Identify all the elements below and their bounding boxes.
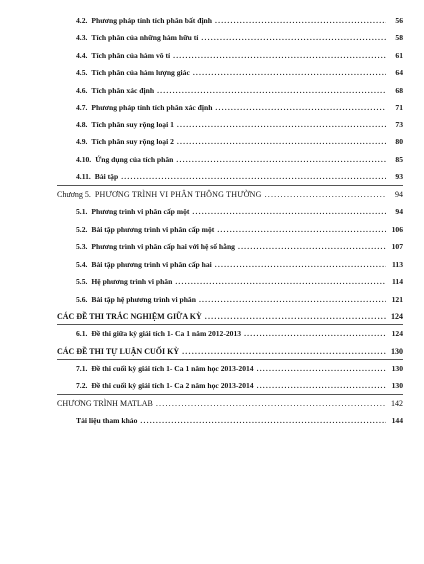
toc-entry-title: Đề thi cuối kỳ giải tích 1- Ca 1 năm học 2013-2014 (91, 364, 254, 373)
divider-line (57, 324, 403, 325)
toc-entry-title: Phương trình vi phân cấp hai với hệ số hằng (91, 242, 235, 251)
toc-entry-page: 114 (392, 277, 403, 286)
toc-entry-page: 144 (391, 416, 403, 425)
toc-entry-5-2[interactable] (76, 225, 403, 235)
toc-leader-dots (140, 416, 386, 426)
toc-entry-4-2[interactable] (76, 16, 403, 26)
toc-entry-4-5[interactable] (76, 68, 403, 78)
toc-entry-title: Bài tập hệ phương trình vi phân (91, 295, 196, 304)
toc-entry-title: Phương trình vi phân cấp một (91, 207, 190, 216)
toc-leader-dots (156, 399, 386, 409)
toc-entry-title: Tích phân xác định (91, 86, 155, 95)
toc-entry-page: 71 (395, 103, 403, 112)
toc-entry-4-9[interactable] (76, 137, 403, 147)
toc-entry-number: 4.9. (76, 137, 88, 146)
toc-chapter-number: Chương 5. (57, 190, 91, 199)
toc-entry-number: 5.5. (76, 277, 88, 286)
toc-entry-page: 64 (395, 68, 403, 77)
toc-entry-page: 113 (392, 260, 403, 269)
toc-chapter-title: PHƯƠNG TRÌNH VI PHÂN THÔNG THƯỜNG (94, 190, 262, 199)
toc-leader-dots (177, 137, 386, 147)
toc-entry-page: 130 (391, 381, 403, 390)
toc-leader-dots (257, 381, 386, 391)
toc-entry-4-3[interactable] (76, 33, 403, 43)
toc-entry-title: Ứng dụng của tích phân (95, 155, 174, 164)
toc-entry-number: 5.6. (76, 295, 88, 304)
toc-leader-dots (173, 51, 386, 61)
toc-entry-number: 4.5. (76, 68, 88, 77)
toc-entry-page: 80 (395, 137, 403, 146)
toc-leader-dots (265, 190, 386, 200)
toc-entry-4-7[interactable] (76, 103, 403, 113)
toc-entry-title: Đề thi giữa kỳ giải tích 1- Ca 1 năm 2012-2013 (91, 329, 242, 338)
toc-entry-7-2[interactable] (76, 381, 403, 391)
toc-leader-dots (199, 295, 386, 305)
toc-entry-title: Bài tập (94, 172, 119, 181)
toc-entry-5-3[interactable] (76, 242, 403, 252)
toc-entry-5-4[interactable] (76, 260, 403, 270)
toc-entry-4-11[interactable] (76, 172, 403, 182)
toc-entry-5-1[interactable] (76, 207, 403, 217)
toc-entry-page: 94 (395, 207, 403, 216)
toc-part-final-exams[interactable] (57, 347, 403, 357)
toc-leader-dots (244, 329, 386, 339)
toc-entry-7-1[interactable] (76, 364, 403, 374)
toc-leader-dots (217, 225, 386, 235)
toc-entry-number: 6.1. (76, 329, 88, 338)
toc-entry-5-5[interactable] (76, 277, 403, 287)
divider-line (57, 359, 403, 360)
toc-entry-page: 68 (395, 86, 403, 95)
toc-entry-page: 73 (395, 120, 403, 129)
toc-entry-number: 4.6. (76, 86, 88, 95)
toc-entry-page: 93 (395, 172, 403, 181)
toc-entry-4-6[interactable] (76, 86, 403, 96)
toc-entry-title: Tích phân của hàm vô tỉ (91, 51, 171, 60)
toc-entry-title: Bài tập phương trình vi phân cấp hai (91, 260, 212, 269)
toc-entry-number: 4.11. (76, 172, 91, 181)
toc-leader-dots (205, 312, 386, 322)
toc-entry-number: 5.4. (76, 260, 88, 269)
toc-entry-page: 130 (391, 347, 403, 356)
toc-leader-dots (175, 277, 386, 287)
toc-entry-page: 124 (391, 329, 403, 338)
toc-entry-page: 58 (395, 33, 403, 42)
toc-entry-4-4[interactable] (76, 51, 403, 61)
toc-leader-dots (157, 86, 386, 96)
toc-entry-title: Phương pháp tính tích phân bất định (91, 16, 213, 25)
toc-entry-title: Hệ phương trình vi phân (91, 277, 173, 286)
toc-part-title: CÁC ĐỀ THI TỰ LUẬN CUỐI KỲ (57, 347, 180, 356)
toc-entry-references[interactable] (76, 416, 403, 426)
toc-part-title: CHƯƠNG TRÌNH MATLAB (57, 399, 153, 408)
toc-entry-title: Tích phân suy rộng loại 2 (91, 137, 174, 146)
toc-entry-title: Tài liệu tham khảo (76, 416, 138, 425)
divider-line (57, 185, 403, 186)
toc-entry-number: 4.3. (76, 33, 88, 42)
toc-entry-4-10[interactable] (76, 155, 403, 165)
toc-entry-title: Tích phân suy rộng loại 1 (91, 120, 174, 129)
toc-entry-page: 106 (391, 225, 403, 234)
toc-entry-6-1[interactable] (76, 329, 403, 339)
toc-entry-number: 7.2. (76, 381, 88, 390)
toc-leader-dots (215, 260, 386, 270)
toc-entry-number: 4.2. (76, 16, 88, 25)
toc-leader-dots (238, 242, 386, 252)
toc-entry-number: 4.10. (76, 155, 92, 164)
toc-entry-title: Phương pháp tính tích phân xác định (91, 103, 213, 112)
toc-part-title: CÁC ĐỀ THI TRẮC NGHIỆM GIỮA KỲ (57, 312, 202, 321)
toc-leader-dots (193, 68, 386, 78)
toc-entry-number: 4.4. (76, 51, 88, 60)
toc-entry-4-8[interactable] (76, 120, 403, 130)
toc-entry-page: 142 (391, 399, 403, 408)
toc-leader-dots (215, 16, 386, 26)
toc-entry-number: 5.2. (76, 225, 88, 234)
toc-entry-number: 7.1. (76, 364, 88, 373)
toc-leader-dots (182, 347, 386, 357)
toc-entry-page: 85 (395, 155, 403, 164)
toc-entry-page: 121 (391, 295, 403, 304)
toc-entry-title: Tích phân của hàm lượng giác (91, 68, 190, 77)
toc-entry-5-6[interactable] (76, 295, 403, 305)
toc-entry-page: 130 (391, 364, 403, 373)
toc-leader-dots (257, 364, 386, 374)
toc-entry-page: 124 (391, 312, 403, 321)
toc-entry-title: Tích phân của những hàm hữu tỉ (91, 33, 199, 42)
toc-leader-dots (121, 172, 386, 182)
toc-entry-page: 61 (395, 51, 403, 60)
toc-leader-dots (177, 120, 386, 130)
toc-chapter-5[interactable] (57, 190, 403, 200)
toc-entry-number: 5.3. (76, 242, 88, 251)
toc-leader-dots (192, 207, 386, 217)
toc-leader-dots (176, 155, 386, 165)
toc-entry-number: 5.1. (76, 207, 88, 216)
toc-entry-title: Bài tập phương trình vi phân cấp một (91, 225, 215, 234)
toc-entry-number: 4.8. (76, 120, 88, 129)
toc-part-midterm-exams[interactable] (57, 312, 403, 322)
toc-entry-page: 56 (395, 16, 403, 25)
toc-part-matlab[interactable] (57, 399, 403, 409)
divider-line (57, 394, 403, 395)
toc-entry-page: 107 (391, 242, 403, 251)
toc-entry-page: 94 (395, 190, 403, 199)
toc-entry-number: 4.7. (76, 103, 88, 112)
toc-entry-title: Đề thi cuối kỳ giải tích 1- Ca 2 năm học 2013-2014 (91, 381, 254, 390)
toc-leader-dots (215, 103, 386, 113)
toc-leader-dots (201, 33, 386, 43)
